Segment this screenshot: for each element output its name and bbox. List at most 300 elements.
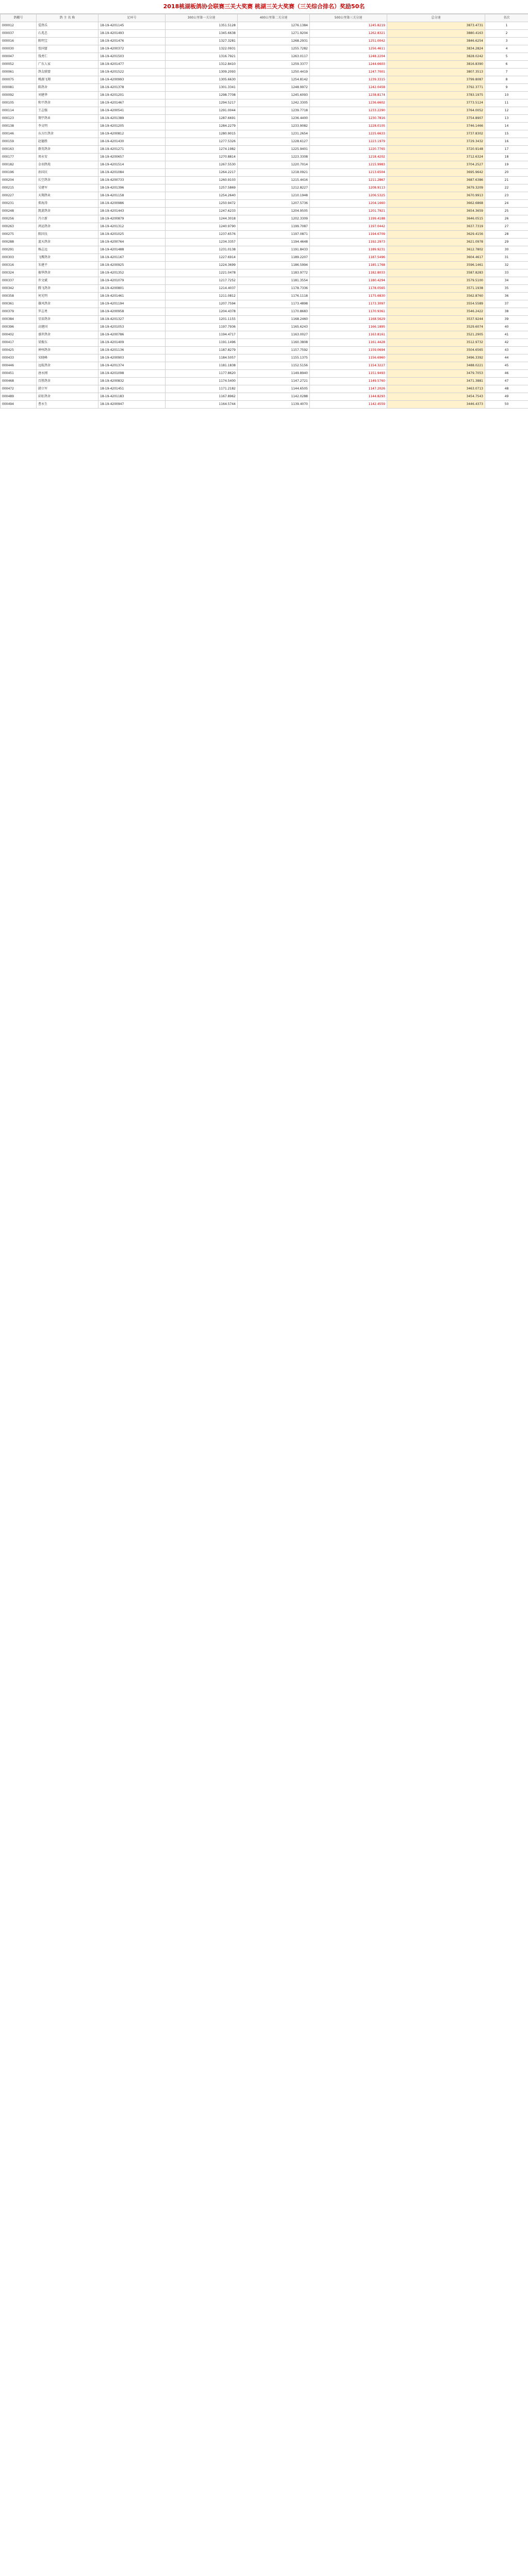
table-row <box>1 22 528 30</box>
table-cell: 3799.8087 <box>387 76 485 84</box>
table-cell: 1225.6633 <box>310 130 387 138</box>
column-header: 鸽棚号 <box>1 14 37 22</box>
table-cell: 1263.0117 <box>238 53 310 61</box>
column-header: 鸽 主 名 称 <box>37 14 98 22</box>
table-cell: 1245.6093 <box>238 92 310 99</box>
table-cell: 杨志远 <box>37 246 98 254</box>
table-cell: 3704.2527 <box>387 161 485 169</box>
table-cell: 1244.6603 <box>310 61 387 69</box>
table-cell: 3463.0713 <box>387 385 485 393</box>
table-cell: 3828.0242 <box>387 53 485 61</box>
table-cell: 18-19-4201167 <box>98 254 166 262</box>
results-table <box>0 14 528 409</box>
table-cell: 3479.7053 <box>387 370 485 378</box>
table-cell: 1159.0694 <box>310 347 387 354</box>
table-cell: 鸽友联盟 <box>37 69 98 76</box>
table-cell: 3646.0515 <box>387 215 485 223</box>
table-cell: 1187.8279 <box>166 347 238 354</box>
table-cell: 22 <box>485 184 528 192</box>
table-cell: 1245.8219 <box>310 22 387 30</box>
table-cell: 1182.8033 <box>310 269 387 277</box>
table-cell: 1204.1660 <box>310 200 387 208</box>
column-header: 足环号 <box>98 14 166 22</box>
table-cell: 3687.6386 <box>387 177 485 184</box>
table-cell: 18-19-4201136 <box>98 347 166 354</box>
table-row <box>1 200 528 208</box>
table-cell: 1217.7252 <box>166 277 238 285</box>
table-cell: 东方红鸽舍 <box>37 130 98 138</box>
table-cell: 26 <box>485 215 528 223</box>
table-cell: 1242.3305 <box>238 99 310 107</box>
table-cell: 18-19-4201327 <box>98 316 166 324</box>
table-cell: 000092 <box>1 92 37 99</box>
table-cell: 长空鸽舍 <box>37 177 98 184</box>
table-cell: 1189.9231 <box>310 246 387 254</box>
table-row <box>1 239 528 246</box>
table-cell: 1191.8433 <box>238 246 310 254</box>
table-cell: 1254.8142 <box>238 76 310 84</box>
table-cell: 广东人家 <box>37 61 98 69</box>
table-cell: 1165.6243 <box>238 324 310 331</box>
table-row <box>1 308 528 316</box>
table-row <box>1 161 528 169</box>
table-cell: 1201.7921 <box>310 208 387 215</box>
table-cell: 18-19-4201271 <box>98 146 166 154</box>
table-cell: 1312.8410 <box>166 61 238 69</box>
table-cell: 振华鸽舍 <box>37 269 98 277</box>
table-cell: 000075 <box>1 76 37 84</box>
table-row <box>1 316 528 324</box>
table-cell: 1202.3309 <box>238 215 310 223</box>
table-cell: 000030 <box>1 45 37 53</box>
table-cell: 1257.5869 <box>166 184 238 192</box>
table-cell: 000159 <box>1 138 37 146</box>
table-cell: 1156.6960 <box>310 354 387 362</box>
table-cell: 1224.3699 <box>166 262 238 269</box>
table-cell: 8 <box>485 76 528 84</box>
table-cell: 1284.2279 <box>166 123 238 130</box>
column-header: 500公里第三关分速 <box>310 14 387 22</box>
table-cell: 1345.6638 <box>166 30 238 38</box>
table-cell: 18-19-4201461 <box>98 293 166 300</box>
table-cell: 盛世鸽舍 <box>37 331 98 339</box>
table-row <box>1 146 528 154</box>
table-cell: 1155.1375 <box>238 354 310 362</box>
table-cell: 18-19-4200541 <box>98 107 166 115</box>
table-cell: 1227.6914 <box>166 254 238 262</box>
table-cell: 6 <box>485 61 528 69</box>
table-cell: 18-19-4201514 <box>98 161 166 169</box>
table-cell: 1210.1948 <box>238 192 310 200</box>
table-cell: 3454.7543 <box>387 393 485 401</box>
table-cell: 1187.5496 <box>310 254 387 262</box>
table-cell: 1239.3315 <box>310 76 387 84</box>
table-cell: 42 <box>485 339 528 347</box>
table-row <box>1 370 528 378</box>
table-cell: 000248 <box>1 208 37 215</box>
table-cell: 18-19-4200958 <box>98 308 166 316</box>
table-row <box>1 138 528 146</box>
table-cell: 000204 <box>1 177 37 184</box>
table-cell: 18-19-4200786 <box>98 331 166 339</box>
table-cell: 1194.4717 <box>166 331 238 339</box>
table-cell: 18-19-4200986 <box>98 200 166 208</box>
table-cell: 1220.7014 <box>238 161 310 169</box>
table-cell: 1207.5736 <box>238 200 310 208</box>
table-cell: 1248.2204 <box>310 53 387 61</box>
table-cell: 1197.0442 <box>310 223 387 231</box>
table-cell: 41 <box>485 331 528 339</box>
table-cell: 3471.3881 <box>387 378 485 385</box>
table-cell: 18-19-4201493 <box>98 30 166 38</box>
table-cell: 1271.9204 <box>238 30 310 38</box>
table-cell: 18-19-4201183 <box>98 393 166 401</box>
table-cell: 3529.6074 <box>387 324 485 331</box>
table-cell: 18-19-4201352 <box>98 269 166 277</box>
table-row <box>1 84 528 92</box>
table-cell: 3521.2905 <box>387 331 485 339</box>
table-cell: 18-19-4200812 <box>98 130 166 138</box>
table-cell: 1166.1895 <box>310 324 387 331</box>
table-cell: 1163.8161 <box>310 331 387 339</box>
table-cell: 18-19-4200879 <box>98 215 166 223</box>
table-cell: 000231 <box>1 200 37 208</box>
table-cell: 彩虹鸽舍 <box>37 393 98 401</box>
table-cell: 21 <box>485 177 528 184</box>
table-cell: 45 <box>485 362 528 370</box>
table-cell: 1199.7087 <box>238 223 310 231</box>
table-cell: 1327.3281 <box>166 38 238 45</box>
table-row <box>1 115 528 123</box>
table-cell: 翔宇鸽业 <box>37 115 98 123</box>
table-cell: 3512.9732 <box>387 339 485 347</box>
table-cell: 1247.6233 <box>166 208 238 215</box>
table-cell: 3720.9148 <box>387 146 485 154</box>
table-cell: 000061 <box>1 69 37 76</box>
table-cell: 1168.5629 <box>310 316 387 324</box>
table-cell: 1221.0478 <box>166 269 238 277</box>
table-cell: 3504.6565 <box>387 347 485 354</box>
table-cell: 1236.6602 <box>310 99 387 107</box>
table-cell: 陈国良 <box>37 231 98 239</box>
table-cell: 1186.5994 <box>238 262 310 269</box>
table-cell: 飞鹰鸽舍 <box>37 254 98 262</box>
table-cell: 31 <box>485 254 528 262</box>
table-cell: 28 <box>485 231 528 239</box>
table-cell: 1197.0871 <box>238 231 310 239</box>
table-cell: 雄风鸽舍 <box>37 300 98 308</box>
table-cell: 1260.9103 <box>166 177 238 184</box>
table-cell: 1247.7001 <box>310 69 387 76</box>
table-cell: 孙国庆 <box>37 169 98 177</box>
table-cell: 石兆忠 <box>37 30 98 38</box>
table-cell: 1201.1155 <box>166 316 238 324</box>
table-cell: 46 <box>485 370 528 378</box>
table-cell: 44 <box>485 354 528 362</box>
table-cell: 000342 <box>1 285 37 293</box>
table-cell: 1197.7936 <box>166 324 238 331</box>
table-row <box>1 123 528 130</box>
table-row <box>1 324 528 331</box>
table-cell: 1234.3357 <box>166 239 238 246</box>
table-cell: 百胜鸽舍 <box>37 378 98 385</box>
table-row <box>1 76 528 84</box>
table-cell: 1231.2654 <box>238 130 310 138</box>
table-cell: 1255.7282 <box>238 45 310 53</box>
table-cell: 000396 <box>1 324 37 331</box>
table-cell: 3754.8907 <box>387 115 485 123</box>
table-cell: 1171.2182 <box>166 385 238 393</box>
table-cell: 27 <box>485 223 528 231</box>
table-cell: 3 <box>485 38 528 45</box>
table-row <box>1 154 528 161</box>
table-row <box>1 300 528 308</box>
table-cell: 3546.2422 <box>387 308 485 316</box>
table-cell: 1228.0105 <box>310 123 387 130</box>
table-row <box>1 293 528 300</box>
table-cell: 赵德胜 <box>37 138 98 146</box>
table-cell: 刘建华 <box>37 92 98 99</box>
table-cell: 50 <box>485 401 528 409</box>
table-cell: 1161.4428 <box>310 339 387 347</box>
table-cell: 1276.1384 <box>238 22 310 30</box>
table-cell: 周永安 <box>37 154 98 161</box>
table-cell: 1242.0458 <box>310 84 387 92</box>
table-cell: 1239.7718 <box>238 107 310 115</box>
table-cell: 1181.1838 <box>166 362 238 370</box>
table-cell: 18-19-4201378 <box>98 84 166 92</box>
table-cell: 18-19-4201396 <box>98 184 166 192</box>
table-cell: 1214.4037 <box>166 285 238 293</box>
table-cell: 1244.3018 <box>166 215 238 223</box>
table-cell: 3596.1461 <box>387 262 485 269</box>
table-cell: 000324 <box>1 269 37 277</box>
table-cell: 000425 <box>1 347 37 354</box>
table-cell: 朱建平 <box>37 262 98 269</box>
table-cell: 000489 <box>1 393 37 401</box>
table-cell: 1316.7921 <box>166 53 238 61</box>
column-header: 300公里第一关分速 <box>166 14 238 22</box>
table-cell: 000288 <box>1 239 37 246</box>
table-row <box>1 107 528 115</box>
table-cell: 1199.4188 <box>310 215 387 223</box>
table-cell: 18-19-4201503 <box>98 53 166 61</box>
table-cell: 32 <box>485 262 528 269</box>
table-row <box>1 401 528 409</box>
table-cell: 18-19-4200657 <box>98 154 166 161</box>
table-row <box>1 339 528 347</box>
table-row <box>1 130 528 138</box>
table-cell: 000472 <box>1 385 37 393</box>
table-cell: 1251.0042 <box>310 38 387 45</box>
table-cell: 3873.4731 <box>387 22 485 30</box>
table-cell: 25 <box>485 208 528 215</box>
table-cell: 1194.6709 <box>310 231 387 239</box>
table-row <box>1 285 528 293</box>
table-cell: 1212.8227 <box>238 184 310 192</box>
table-cell: 1164.5744 <box>166 401 238 409</box>
table-cell: 和平鸽舍 <box>37 99 98 107</box>
table-cell: 18-19-4200733 <box>98 177 166 184</box>
table-cell: 18-19-4201194 <box>98 300 166 308</box>
table-row <box>1 69 528 76</box>
table-cell: 000256 <box>1 215 37 223</box>
table-cell: 000114 <box>1 107 37 115</box>
table-cell: 1262.8321 <box>310 30 387 38</box>
table-cell: 000451 <box>1 370 37 378</box>
table-cell: 000379 <box>1 308 37 316</box>
table-cell: 18-19-4201098 <box>98 370 166 378</box>
table-cell: 鸿运鸽舍 <box>37 223 98 231</box>
table-cell: 罗志勇 <box>37 308 98 316</box>
table-cell: 3880.4163 <box>387 30 485 38</box>
table-cell: 18-19-4201451 <box>98 385 166 393</box>
table-cell: 1248.9972 <box>238 84 310 92</box>
table-cell: 1184.5057 <box>166 354 238 362</box>
table-cell: 000177 <box>1 154 37 161</box>
table-cell: 1147.2026 <box>310 385 387 393</box>
table-cell: 1178.0565 <box>310 285 387 293</box>
table-cell: 18-19-4201158 <box>98 192 166 200</box>
table-row <box>1 231 528 239</box>
table-row <box>1 61 528 69</box>
table-row <box>1 385 528 393</box>
table-cell: 18-19-4201443 <box>98 208 166 215</box>
table-cell: 韩立军 <box>37 385 98 393</box>
table-cell: 1250.9472 <box>166 200 238 208</box>
table-cell: 39 <box>485 316 528 324</box>
table-row <box>1 269 528 277</box>
table-cell: 000047 <box>1 53 37 61</box>
table-row <box>1 208 528 215</box>
table-cell: 000081 <box>1 84 37 92</box>
table-cell: 000446 <box>1 362 37 370</box>
table-cell: 1170.8683 <box>238 308 310 316</box>
table-cell: 1223.1979 <box>310 138 387 146</box>
table-cell: 1144.8293 <box>310 393 387 401</box>
table-cell: 3816.8390 <box>387 61 485 69</box>
page-title: 2018桃湖板鸽协会联赛三关大奖赛 桃湖三关大奖赛（三关综合排名）奖励50名 <box>0 0 528 14</box>
table-cell: 1142.0288 <box>238 393 310 401</box>
table-cell: 何光明 <box>37 293 98 300</box>
table-cell: 1163.0027 <box>238 331 310 339</box>
table-cell: 000182 <box>1 161 37 169</box>
table-cell: 1298.7708 <box>166 92 238 99</box>
table-cell: 3807.3513 <box>387 69 485 76</box>
table-cell: 1147.2721 <box>238 378 310 385</box>
table-cell: 000138 <box>1 123 37 130</box>
table-cell: 000361 <box>1 300 37 308</box>
table-cell: 凯旋鸽舍 <box>37 208 98 215</box>
table-cell: 3773.5124 <box>387 99 485 107</box>
table-cell: 1211.0812 <box>166 293 238 300</box>
table-cell: 蓝天鸽舍 <box>37 239 98 246</box>
table-cell: 钱勇仁 <box>37 53 98 61</box>
table-row <box>1 38 528 45</box>
table-cell: 37 <box>485 300 528 308</box>
table-cell: 远航鸽舍 <box>37 362 98 370</box>
table-cell: 3488.0221 <box>387 362 485 370</box>
table-cell: 1183.9772 <box>238 269 310 277</box>
table-cell: 3562.8760 <box>387 293 485 300</box>
table-cell: 1175.6830 <box>310 293 387 300</box>
table-cell: 腾飞鸽舍 <box>37 285 98 293</box>
table-row <box>1 362 528 370</box>
table-cell: 1144.6505 <box>238 385 310 393</box>
table-cell: 000402 <box>1 331 37 339</box>
table-cell: 3792.3771 <box>387 84 485 92</box>
table-cell: 9 <box>485 84 528 92</box>
column-header: 总分速 <box>387 14 485 22</box>
table-cell: 1268.2931 <box>238 38 310 45</box>
table-cell: 18 <box>485 154 528 161</box>
table-cell: 1233.9082 <box>238 123 310 130</box>
table-cell: 3629.4156 <box>387 231 485 239</box>
table-cell: 梁振东 <box>37 339 98 347</box>
table-cell: 1207.7594 <box>166 300 238 308</box>
table-cell: 000163 <box>1 146 37 154</box>
table-row <box>1 393 528 401</box>
table-cell: 1204.9505 <box>238 208 310 215</box>
table-cell: 000037 <box>1 30 37 38</box>
table-row <box>1 262 528 269</box>
table-cell: 1218.0921 <box>238 169 310 177</box>
table-cell: 3729.3432 <box>387 138 485 146</box>
table-cell: 3712.6324 <box>387 154 485 161</box>
table-cell: 18-19-4201409 <box>98 339 166 347</box>
table-cell: 1208.9113 <box>310 184 387 192</box>
table-cell: 1228.6127 <box>238 138 310 146</box>
table-cell: 18-19-4200993 <box>98 76 166 84</box>
table-cell: 18-19-4201488 <box>98 246 166 254</box>
table-cell: 11 <box>485 99 528 107</box>
table-cell: 1168.2460 <box>238 316 310 324</box>
table-cell: 1291.0044 <box>166 107 238 115</box>
table-cell: 1264.2217 <box>166 169 238 177</box>
table-cell: 47 <box>485 378 528 385</box>
table-cell: 唐永刚 <box>37 370 98 378</box>
table-cell: 12 <box>485 107 528 115</box>
table-cell: 1305.6630 <box>166 76 238 84</box>
table-cell: 3621.0978 <box>387 239 485 246</box>
table-cell: 桃湖飞翔 <box>37 76 98 84</box>
table-cell: 000291 <box>1 246 37 254</box>
table-cell: 3496.3392 <box>387 354 485 362</box>
table-cell: 20 <box>485 169 528 177</box>
table-cell: 3446.4373 <box>387 401 485 409</box>
column-header: 400公里第二关分速 <box>238 14 310 22</box>
table-cell: 1215.4416 <box>238 177 310 184</box>
table-cell: 2 <box>485 30 528 38</box>
table-cell: 10 <box>485 92 528 99</box>
table-cell: 1322.0931 <box>166 45 238 53</box>
table-cell: 1238.8174 <box>310 92 387 99</box>
table-cell: 1287.6691 <box>166 115 238 123</box>
table-cell: 3679.3209 <box>387 184 485 192</box>
table-cell: 3654.3659 <box>387 208 485 215</box>
table-cell: 1274.1982 <box>166 146 238 154</box>
table-cell: 3587.8283 <box>387 269 485 277</box>
table-cell: 1 <box>485 22 528 30</box>
table-cell: 1152.5156 <box>238 362 310 370</box>
table-cell: 1177.8620 <box>166 370 238 378</box>
table-row <box>1 354 528 362</box>
table-cell: 18-19-4201430 <box>98 138 166 146</box>
table-cell: 34 <box>485 277 528 285</box>
table-cell: 000433 <box>1 354 37 362</box>
table-cell: 000227 <box>1 192 37 200</box>
table-cell: 3764.0052 <box>387 107 485 115</box>
